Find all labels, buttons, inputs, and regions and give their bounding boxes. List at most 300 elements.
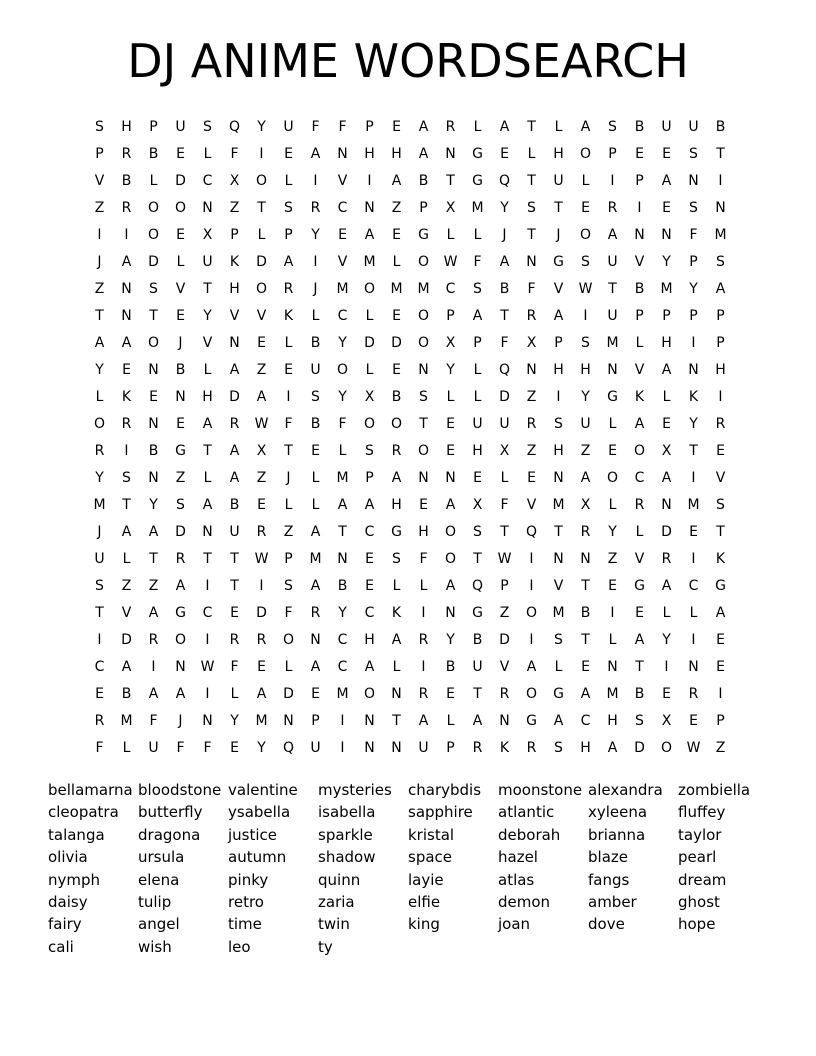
grid-letter: L bbox=[203, 362, 212, 378]
grid-letter: A bbox=[580, 119, 591, 135]
grid-letter: E bbox=[689, 713, 698, 729]
grid-letter: L bbox=[311, 308, 320, 324]
grid-letter: V bbox=[634, 551, 645, 567]
grid-letter: Y bbox=[446, 632, 455, 648]
grid-letter: Y bbox=[257, 119, 266, 135]
grid-letter: W bbox=[200, 659, 215, 675]
grid-letter: R bbox=[121, 200, 132, 216]
grid-letter: Z bbox=[283, 524, 294, 540]
word-list-item: wish bbox=[138, 937, 172, 956]
grid-row bbox=[86, 708, 734, 735]
grid-letter: L bbox=[392, 659, 401, 675]
grid-letter: X bbox=[445, 200, 456, 216]
grid-letter: F bbox=[689, 227, 698, 243]
grid-letter: B bbox=[229, 497, 240, 513]
word-list-item: ursula bbox=[138, 848, 185, 867]
grid-letter: U bbox=[418, 740, 429, 756]
grid-letter: N bbox=[553, 551, 564, 567]
grid-letter: J bbox=[178, 335, 183, 351]
grid-letter: F bbox=[149, 713, 158, 729]
grid-letter: A bbox=[634, 632, 645, 648]
word-list-item: dream bbox=[678, 870, 727, 889]
grid-letter: S bbox=[473, 524, 482, 540]
grid-letter: E bbox=[392, 227, 401, 243]
grid-letter: E bbox=[608, 443, 617, 459]
grid-letter: X bbox=[472, 497, 483, 513]
grid-letter: E bbox=[662, 686, 671, 702]
grid-letter: P bbox=[230, 227, 239, 243]
word-list-item: nymph bbox=[48, 870, 101, 889]
grid-letter: N bbox=[148, 362, 159, 378]
grid-letter: N bbox=[526, 254, 537, 270]
grid-letter: F bbox=[500, 335, 509, 351]
grid-letter: N bbox=[688, 173, 699, 189]
grid-letter: S bbox=[284, 200, 293, 216]
grid-letter: U bbox=[283, 119, 294, 135]
grid-letter: G bbox=[553, 254, 564, 270]
grid-letter: J bbox=[178, 713, 183, 729]
grid-letter: I bbox=[259, 146, 264, 162]
grid-letter: E bbox=[392, 362, 401, 378]
grid-letter: A bbox=[202, 497, 213, 513]
grid-letter: P bbox=[716, 713, 725, 729]
grid-letter: A bbox=[472, 308, 483, 324]
grid-letter: E bbox=[419, 497, 428, 513]
grid-letter: G bbox=[175, 605, 186, 621]
grid-letter: Z bbox=[256, 362, 267, 378]
grid-letter: D bbox=[499, 389, 510, 405]
word-list-item: talanga bbox=[48, 825, 105, 844]
grid-letter: D bbox=[256, 605, 267, 621]
grid-letter: C bbox=[337, 200, 348, 216]
grid-letter: L bbox=[122, 740, 131, 756]
grid-letter: A bbox=[148, 524, 159, 540]
word-list-item: leo bbox=[228, 937, 251, 956]
grid-letter: Q bbox=[228, 119, 241, 135]
grid-letter: L bbox=[149, 173, 158, 189]
grid-letter: T bbox=[716, 524, 725, 540]
grid-row bbox=[86, 573, 734, 600]
grid-letter: N bbox=[283, 713, 294, 729]
grid-letter: L bbox=[635, 524, 644, 540]
grid-letter: S bbox=[176, 497, 185, 513]
grid-letter: B bbox=[391, 389, 402, 405]
grid-letter: O bbox=[417, 335, 430, 351]
grid-letter: P bbox=[365, 119, 374, 135]
grid-letter: T bbox=[554, 200, 563, 216]
grid-letter: I bbox=[367, 173, 372, 189]
grid-letter: O bbox=[147, 200, 160, 216]
grid-letter: M bbox=[552, 497, 565, 513]
grid-letter: M bbox=[93, 497, 106, 513]
grid-letter: L bbox=[608, 497, 617, 513]
grid-letter: A bbox=[661, 470, 672, 486]
grid-letter: H bbox=[391, 497, 402, 513]
grid-letter: C bbox=[364, 524, 375, 540]
grid-letter: N bbox=[364, 713, 375, 729]
grid-letter: G bbox=[607, 389, 618, 405]
word-list-item: zaria bbox=[318, 892, 355, 911]
letter-grid bbox=[86, 114, 734, 762]
grid-row bbox=[86, 195, 734, 222]
grid-letter: A bbox=[418, 119, 429, 135]
grid-letter: S bbox=[581, 335, 590, 351]
word-list-item: elfie bbox=[408, 892, 441, 911]
grid-letter: Y bbox=[338, 389, 347, 405]
word-list-item: zombiella bbox=[678, 781, 751, 799]
grid-letter: E bbox=[446, 443, 455, 459]
grid-letter: W bbox=[497, 551, 512, 567]
grid-letter: F bbox=[338, 416, 347, 432]
grid-letter: L bbox=[608, 416, 617, 432]
word-list-item: king bbox=[408, 915, 440, 934]
grid-letter: I bbox=[718, 389, 723, 405]
grid-letter: R bbox=[310, 605, 321, 621]
grid-letter: N bbox=[580, 551, 591, 567]
grid-letter: M bbox=[390, 281, 403, 297]
grid-letter: F bbox=[338, 119, 347, 135]
grid-letter: S bbox=[311, 389, 320, 405]
grid-letter: N bbox=[688, 659, 699, 675]
grid-letter: V bbox=[337, 254, 348, 270]
word-list-item: alexandra bbox=[588, 781, 663, 799]
grid-letter: G bbox=[715, 578, 726, 594]
grid-letter: R bbox=[391, 443, 402, 459]
grid-letter: S bbox=[554, 416, 563, 432]
grid-letter: O bbox=[417, 443, 430, 459]
grid-letter: M bbox=[255, 713, 268, 729]
grid-letter: I bbox=[691, 632, 696, 648]
grid-letter: D bbox=[229, 389, 240, 405]
grid-letter: F bbox=[311, 119, 320, 135]
word-list-item: dove bbox=[588, 915, 625, 934]
word-list-item: hope bbox=[678, 915, 716, 934]
grid-letter: N bbox=[391, 740, 402, 756]
grid-row bbox=[86, 492, 734, 519]
grid-letter: Y bbox=[257, 740, 266, 756]
grid-row bbox=[86, 438, 734, 465]
grid-letter: R bbox=[94, 713, 105, 729]
grid-letter: Q bbox=[282, 740, 295, 756]
grid-letter: N bbox=[445, 470, 456, 486]
grid-letter: N bbox=[634, 227, 645, 243]
grid-letter: V bbox=[526, 497, 537, 513]
grid-letter: U bbox=[472, 659, 483, 675]
grid-letter: E bbox=[149, 389, 158, 405]
grid-letter: T bbox=[284, 443, 293, 459]
grid-letter: L bbox=[446, 389, 455, 405]
grid-letter: A bbox=[121, 335, 132, 351]
grid-letter: E bbox=[689, 524, 698, 540]
grid-letter: S bbox=[95, 578, 104, 594]
word-list-item: xyleena bbox=[588, 803, 648, 822]
grid-letter: V bbox=[229, 308, 240, 324]
grid-letter: A bbox=[175, 686, 186, 702]
grid-letter: L bbox=[662, 605, 671, 621]
grid-letter: I bbox=[718, 173, 723, 189]
grid-letter: E bbox=[635, 605, 644, 621]
word-list-item: bellamarna bbox=[48, 781, 133, 799]
grid-letter: Y bbox=[446, 362, 455, 378]
word-list-item: sparkle bbox=[318, 825, 373, 844]
grid-letter: V bbox=[499, 659, 510, 675]
grid-letter: A bbox=[553, 308, 564, 324]
word-list-item: quinn bbox=[318, 870, 361, 889]
grid-letter: B bbox=[121, 686, 132, 702]
grid-letter: L bbox=[446, 713, 455, 729]
grid-letter: L bbox=[608, 632, 617, 648]
grid-letter: E bbox=[446, 416, 455, 432]
grid-letter: A bbox=[310, 578, 321, 594]
grid-letter: O bbox=[147, 227, 160, 243]
grid-letter: U bbox=[148, 740, 159, 756]
grid-letter: Z bbox=[580, 443, 591, 459]
grid-letter: U bbox=[310, 362, 321, 378]
grid-letter: O bbox=[255, 281, 268, 297]
grid-letter: B bbox=[715, 119, 726, 135]
grid-letter: Z bbox=[391, 200, 402, 216]
grid-letter: S bbox=[149, 281, 158, 297]
word-list-item: olivia bbox=[48, 848, 88, 867]
word-list-item: valentine bbox=[228, 781, 298, 799]
grid-letter: N bbox=[337, 146, 348, 162]
grid-letter: C bbox=[202, 605, 213, 621]
word-list-item: blaze bbox=[588, 848, 628, 867]
grid-letter: A bbox=[499, 254, 510, 270]
grid-letter: F bbox=[473, 254, 482, 270]
grid-letter: K bbox=[715, 551, 726, 567]
grid-letter: U bbox=[175, 119, 186, 135]
grid-letter: Z bbox=[94, 281, 105, 297]
word-list-item: taylor bbox=[678, 825, 722, 844]
grid-row bbox=[86, 303, 734, 330]
grid-letter: D bbox=[634, 740, 645, 756]
grid-letter: I bbox=[664, 659, 669, 675]
grid-letter: P bbox=[689, 254, 698, 270]
grid-letter: Z bbox=[121, 578, 132, 594]
grid-letter: L bbox=[176, 254, 185, 270]
grid-letter: T bbox=[608, 281, 617, 297]
grid-letter: W bbox=[686, 740, 701, 756]
grid-letter: B bbox=[175, 362, 186, 378]
grid-letter: O bbox=[444, 524, 457, 540]
grid-letter: A bbox=[364, 227, 375, 243]
grid-letter: E bbox=[662, 146, 671, 162]
grid-letter: P bbox=[365, 470, 374, 486]
grid-letter: L bbox=[635, 335, 644, 351]
grid-letter: U bbox=[661, 119, 672, 135]
grid-letter: Y bbox=[581, 389, 590, 405]
word-list-item: shadow bbox=[318, 848, 376, 867]
grid-letter: X bbox=[364, 389, 375, 405]
grid-letter: P bbox=[716, 308, 725, 324]
grid-letter: R bbox=[526, 740, 537, 756]
grid-letter: A bbox=[121, 254, 132, 270]
grid-letter: I bbox=[691, 470, 696, 486]
grid-letter: I bbox=[691, 551, 696, 567]
grid-letter: L bbox=[392, 578, 401, 594]
grid-letter: X bbox=[661, 443, 672, 459]
grid-letter: G bbox=[175, 443, 186, 459]
grid-letter: G bbox=[472, 173, 483, 189]
grid-letter: B bbox=[310, 335, 321, 351]
grid-letter: Y bbox=[338, 605, 347, 621]
grid-letter: H bbox=[715, 362, 726, 378]
grid-letter: T bbox=[95, 308, 104, 324]
grid-letter: E bbox=[311, 443, 320, 459]
grid-letter: P bbox=[311, 713, 320, 729]
grid-letter: V bbox=[715, 470, 726, 486]
grid-letter: A bbox=[229, 443, 240, 459]
grid-letter: I bbox=[340, 740, 345, 756]
grid-letter: A bbox=[391, 632, 402, 648]
grid-letter: A bbox=[715, 605, 726, 621]
grid-letter: U bbox=[94, 551, 105, 567]
grid-letter: F bbox=[230, 659, 239, 675]
word-list-item: deborah bbox=[498, 825, 561, 844]
grid-letter: Z bbox=[148, 578, 159, 594]
grid-letter: Q bbox=[525, 524, 538, 540]
grid-letter: R bbox=[121, 416, 132, 432]
grid-letter: P bbox=[95, 146, 104, 162]
grid-letter: G bbox=[553, 686, 564, 702]
grid-letter: A bbox=[256, 389, 267, 405]
grid-letter: O bbox=[363, 281, 376, 297]
grid-letter: O bbox=[606, 470, 619, 486]
grid-letter: M bbox=[606, 335, 619, 351]
word-list-item: isabella bbox=[318, 803, 376, 822]
grid-letter: H bbox=[121, 119, 132, 135]
word-list-item: justice bbox=[228, 825, 278, 844]
grid-letter: A bbox=[418, 713, 429, 729]
grid-letter: A bbox=[175, 578, 186, 594]
grid-letter: O bbox=[525, 686, 538, 702]
grid-letter: Z bbox=[175, 470, 186, 486]
grid-letter: A bbox=[499, 119, 510, 135]
grid-letter: B bbox=[472, 632, 483, 648]
grid-letter: Y bbox=[149, 497, 158, 513]
grid-letter: L bbox=[311, 470, 320, 486]
grid-letter: M bbox=[417, 281, 430, 297]
word-list-item: autumn bbox=[228, 848, 287, 867]
grid-letter: N bbox=[148, 470, 159, 486]
grid-letter: V bbox=[256, 308, 267, 324]
grid-letter: P bbox=[635, 308, 644, 324]
grid-letter: Q bbox=[471, 578, 484, 594]
grid-letter: P bbox=[419, 200, 428, 216]
grid-letter: K bbox=[634, 389, 645, 405]
grid-letter: X bbox=[661, 713, 672, 729]
grid-letter: L bbox=[365, 308, 374, 324]
grid-letter: N bbox=[229, 335, 240, 351]
grid-letter: N bbox=[391, 686, 402, 702]
grid-letter: J bbox=[97, 254, 102, 270]
grid-letter: P bbox=[446, 740, 455, 756]
grid-letter: T bbox=[500, 524, 509, 540]
grid-letter: N bbox=[445, 146, 456, 162]
grid-letter: B bbox=[499, 281, 510, 297]
grid-letter: I bbox=[97, 227, 102, 243]
grid-letter: M bbox=[606, 686, 619, 702]
grid-letter: S bbox=[284, 578, 293, 594]
grid-letter: A bbox=[121, 524, 132, 540]
word-list-item: angel bbox=[138, 915, 180, 934]
grid-letter: R bbox=[94, 443, 105, 459]
grid-letter: S bbox=[689, 200, 698, 216]
grid-letter: E bbox=[176, 227, 185, 243]
grid-letter: T bbox=[95, 605, 104, 621]
grid-letter: D bbox=[121, 632, 132, 648]
grid-letter: E bbox=[365, 551, 374, 567]
word-list-item: sapphire bbox=[408, 803, 473, 822]
grid-letter: N bbox=[661, 497, 672, 513]
grid-letter: D bbox=[175, 524, 186, 540]
grid-letter: T bbox=[149, 308, 158, 324]
word-list-item: brianna bbox=[588, 825, 646, 844]
word-list-item: cleopatra bbox=[48, 803, 119, 822]
grid-letter: V bbox=[175, 281, 186, 297]
grid-letter: U bbox=[229, 524, 240, 540]
grid-letter: C bbox=[580, 713, 591, 729]
grid-letter: L bbox=[662, 389, 671, 405]
grid-letter: L bbox=[203, 470, 212, 486]
grid-letter: S bbox=[203, 119, 212, 135]
grid-letter: E bbox=[716, 443, 725, 459]
grid-letter: U bbox=[310, 740, 321, 756]
grid-letter: V bbox=[553, 578, 564, 594]
grid-letter: O bbox=[390, 416, 403, 432]
grid-letter: L bbox=[581, 173, 590, 189]
grid-letter: E bbox=[176, 146, 185, 162]
word-list-item: tulip bbox=[138, 892, 172, 911]
grid-letter: H bbox=[202, 389, 213, 405]
grid-letter: J bbox=[502, 227, 507, 243]
grid-letter: L bbox=[473, 227, 482, 243]
grid-letter: A bbox=[364, 659, 375, 675]
grid-letter: A bbox=[256, 686, 267, 702]
grid-letter: H bbox=[553, 362, 564, 378]
grid-letter: G bbox=[472, 146, 483, 162]
grid-letter: H bbox=[580, 740, 591, 756]
grid-row bbox=[86, 600, 734, 627]
grid-letter: N bbox=[121, 281, 132, 297]
grid-letter: V bbox=[634, 254, 645, 270]
grid-letter: U bbox=[580, 416, 591, 432]
grid-letter: N bbox=[445, 605, 456, 621]
grid-letter: A bbox=[310, 146, 321, 162]
grid-letter: I bbox=[313, 254, 318, 270]
grid-letter: R bbox=[256, 524, 267, 540]
grid-letter: K bbox=[499, 740, 510, 756]
grid-letter: P bbox=[284, 227, 293, 243]
grid-letter: E bbox=[392, 308, 401, 324]
grid-letter: Y bbox=[338, 335, 347, 351]
grid-row bbox=[86, 114, 734, 141]
grid-letter: D bbox=[256, 254, 267, 270]
grid-letter: R bbox=[661, 551, 672, 567]
grid-letter: P bbox=[500, 578, 509, 594]
grid-letter: N bbox=[175, 659, 186, 675]
grid-letter: H bbox=[472, 443, 483, 459]
word-list bbox=[48, 779, 768, 958]
grid-letter: O bbox=[363, 686, 376, 702]
grid-letter: U bbox=[688, 119, 699, 135]
word-list-item: atlantic bbox=[498, 803, 555, 822]
grid-letter: A bbox=[445, 578, 456, 594]
grid-letter: H bbox=[553, 443, 564, 459]
grid-letter: R bbox=[607, 200, 618, 216]
grid-letter: M bbox=[714, 227, 727, 243]
